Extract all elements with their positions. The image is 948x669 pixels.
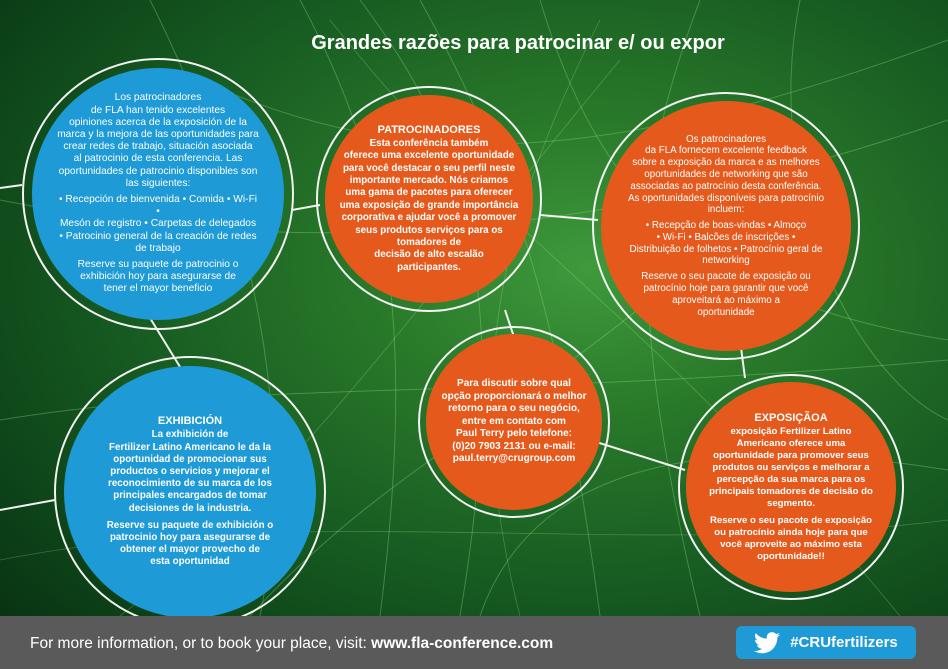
- sponsors-pt-circle: [325, 95, 533, 303]
- text-line: exposição Fertilizer Latino: [730, 425, 852, 437]
- text-line: opiniones acerca de la exposición de la: [69, 116, 247, 128]
- sponsors-pt-right-text: [628, 134, 824, 319]
- exposition-pt-text: [709, 426, 873, 563]
- text-line: oportunidade!!: [757, 550, 825, 562]
- text-line: Mesón de registro • Carpetas de delegados: [59, 218, 257, 230]
- text-line: produtos ou serviços e melhorar a: [712, 461, 870, 473]
- text-line: Americano oferece uma: [736, 437, 846, 449]
- text-line: decisão de alto escalão: [374, 249, 484, 261]
- text-line: • Wi-Fi • Balcões de inscrições •: [656, 231, 796, 243]
- footer-url-link[interactable]: www.fla-conference.com: [371, 635, 554, 652]
- text-line: (0)20 7903 2131 ou e-mail:: [452, 440, 576, 452]
- text-line: você aproveite ao máximo esta: [720, 538, 862, 550]
- text-line: uma exposição de grande importância: [339, 199, 519, 211]
- sponsors-pt-text: [340, 138, 519, 274]
- text-line: • Recepción de bienvenida • Comida • Wi-Fi •: [58, 194, 258, 218]
- text-line: oportunidades de patrocinio disponibles son: [58, 165, 258, 177]
- text-line: decisiones de la industria.: [128, 502, 252, 514]
- text-line: productos o servicios y mejorar el: [110, 465, 270, 477]
- text-line: • Recepção de boas-vindas • Almoço: [645, 220, 807, 232]
- exhibition-es-heading: EXHIBICIÓN: [157, 415, 223, 428]
- exhibition-es-text: [107, 429, 274, 568]
- text-line: oferece uma excelente oportunidade: [343, 150, 515, 162]
- text-line: oportunidad de promocionar sus: [113, 453, 267, 465]
- text-line: percepção da sua marca para os: [716, 473, 866, 485]
- text-line: exhibición hoy para asegurarse de: [80, 271, 236, 283]
- text-line: segmento.: [767, 497, 815, 509]
- sponsors-es-text: [56, 92, 260, 295]
- text-line: oportunidades de networking que são: [644, 168, 808, 180]
- text-line: uma gama de pacotes para oferecer: [345, 187, 513, 199]
- text-line: participantes.: [397, 261, 461, 273]
- text-line: tomadores de: [396, 237, 462, 249]
- text-line: principais tomadores de decisão do: [709, 485, 873, 497]
- text-line: Paul Terry pelo telefone:: [456, 428, 572, 440]
- text-line: corporativa e ajudar você a promover: [341, 212, 517, 224]
- text-line: seus produtos serviços para os: [355, 224, 503, 236]
- contact-text: [441, 378, 586, 466]
- text-line: Para discutir sobre qual: [457, 377, 571, 389]
- text-line: Os patrocinadores: [685, 133, 767, 145]
- text-line: ou patrocínio ainda hoje para que: [714, 526, 868, 538]
- text-line: tener el mayor beneficio: [103, 283, 213, 295]
- exposition-pt-circle: [686, 382, 896, 592]
- text-line: As oportunidades disponíveis para patrocínio: [627, 192, 825, 204]
- text-line: • Patrocinio general de la creación de redes: [59, 230, 257, 242]
- text-line: aproveitará ao máximo a: [672, 294, 780, 306]
- text-line: Distribuição de folhetos • Patrocínio geral de: [629, 243, 823, 255]
- text-line: networking: [702, 255, 750, 267]
- text-line: Reserve o seu pacote de exposição ou: [641, 271, 811, 283]
- text-line: principales encargados de tomar: [113, 490, 267, 502]
- text-line: opção proporcionará o melhor: [441, 390, 587, 402]
- text-line: da FLA fornecem excelente feedback: [645, 145, 807, 157]
- sponsors-pt-right-circle: [601, 101, 851, 351]
- text-line: Fertilizer Latino Americano le da la: [109, 441, 271, 453]
- text-line: esta oportunidad: [150, 556, 230, 568]
- text-line: Esta conferência também: [369, 137, 489, 149]
- text-line: incluem:: [707, 204, 745, 216]
- text-line: marca y la mejora de las oportunidades para: [57, 128, 259, 140]
- text-line: crear redes de trabajo, situación asociada: [63, 141, 253, 153]
- text-line: Reserve su paquete de exhibición o: [106, 519, 274, 531]
- text-line: La exhibición de: [151, 429, 229, 441]
- text-line: de FLA han tenido excelentes: [90, 104, 226, 116]
- text-line: al patrocinio de esta conferencia. Las: [73, 153, 243, 165]
- text-line: patrocinio hoy para asegurarse de: [109, 532, 271, 543]
- exhibition-es-circle: [64, 366, 316, 618]
- text-line: importante mercado. Nós criamos: [349, 174, 509, 186]
- text-line: oportunidade para promover seus: [713, 449, 869, 461]
- text-line: retorno para o seu negócio,: [448, 403, 580, 415]
- text-line: Los patrocinadores: [114, 92, 202, 104]
- footer-info-text: For more information, or to book your place, visit:: [30, 635, 372, 652]
- text-line: Reserve su paquete de patrocinio o: [77, 259, 239, 271]
- text-line: reconocimiento de su marca de los: [108, 478, 272, 490]
- text-line: Reserve o seu pacote de exposição: [709, 514, 873, 526]
- twitter-bird-icon: [754, 632, 780, 654]
- sponsors-es-circle: [32, 68, 284, 320]
- exposition-pt-heading: EXPOSIÇÃOA: [754, 411, 828, 424]
- page-title: Grandes razões para patrocinar e/ ou expor: [311, 32, 725, 54]
- text-line: associadas ao patrocínio desta conferência.: [630, 180, 822, 192]
- text-line: obtener el mayor provecho de: [120, 544, 260, 556]
- text-line: sobre a exposição da marca e as melhores: [632, 157, 820, 169]
- text-line: oportunidade: [697, 306, 755, 318]
- contact-email[interactable]: paul.terry@crugroup.com: [452, 453, 576, 465]
- text-line: de trabajo: [135, 242, 181, 254]
- text-line: para você destacar o seu perfil neste: [342, 162, 516, 174]
- twitter-hashtag-button[interactable]: [736, 626, 916, 659]
- contact-circle: [426, 334, 602, 510]
- text-line: patrocínio hoje para garantir que você: [643, 283, 809, 295]
- footer-info: [30, 635, 553, 653]
- twitter-hashtag-label: #CRUfertilizers: [790, 634, 898, 651]
- text-line: entre em contato com: [462, 415, 566, 427]
- text-line: las siguientes:: [125, 177, 191, 189]
- sponsors-pt-heading: PATROCINADORES: [377, 123, 481, 136]
